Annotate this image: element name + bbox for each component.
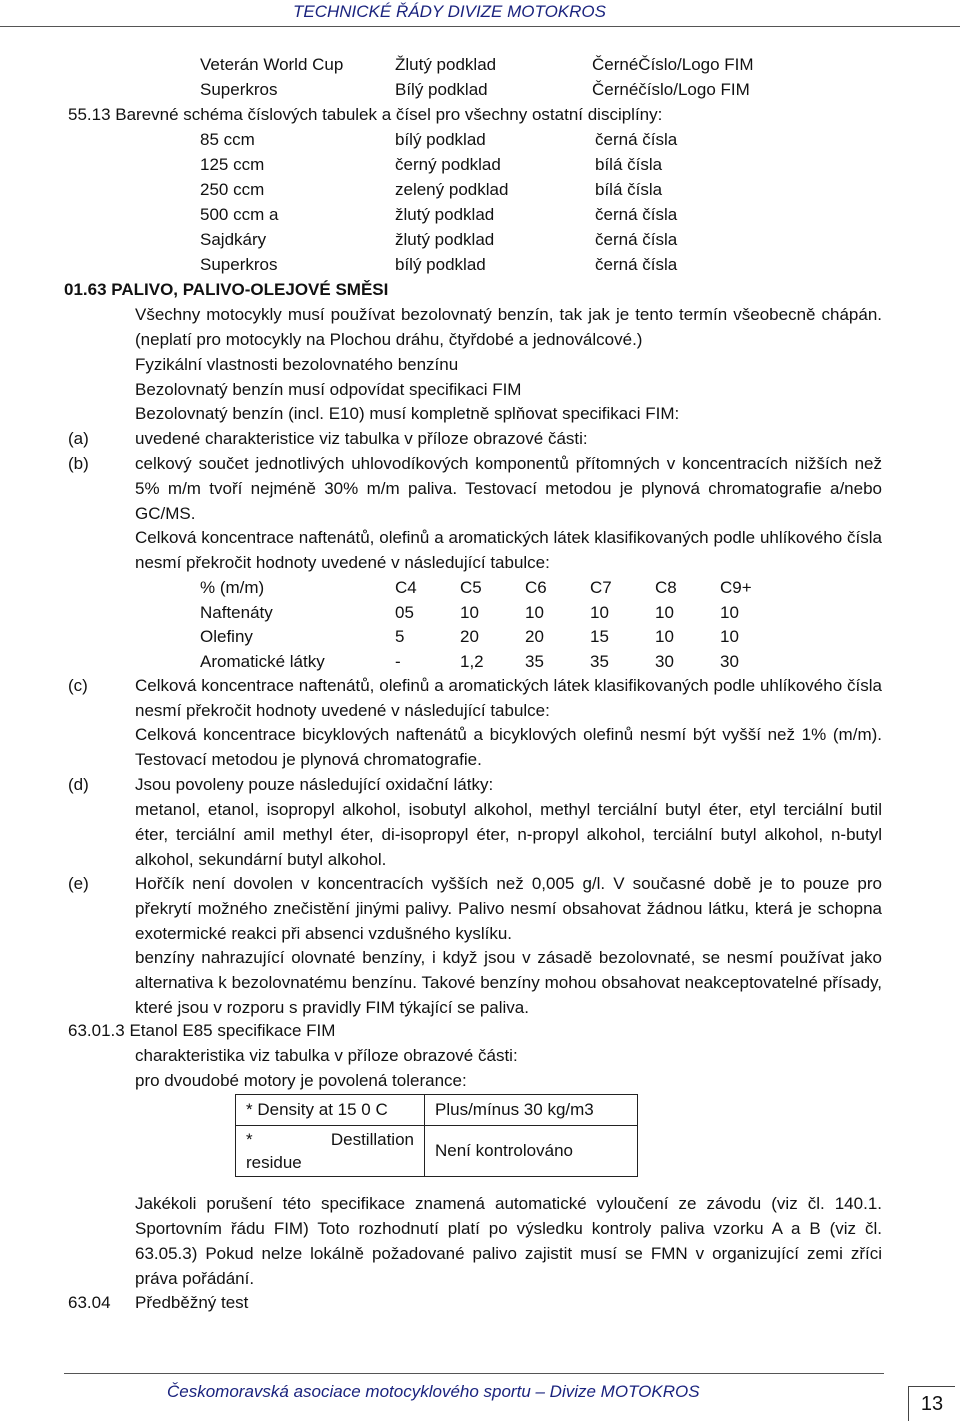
disc-c3: černá čísla [595,205,678,224]
carbon-cell: 10 [460,603,479,622]
disc-c2: bílý podklad [395,130,486,149]
disc-c3: černá čísla [595,255,678,274]
disc-c3: černá čísla [595,130,678,149]
e85-line: pro dvoudobé motory je povolená tolerance: [135,1071,467,1090]
carbon-cell: 5 [395,627,405,646]
page-number: 13 [908,1386,955,1421]
e85-line: charakteristika viz tabulka v příloze obrazové části: [135,1046,518,1065]
section-title-5513: 55.13 Barevné schéma číslových tabulek a čísel pro všechny ostatní disciplíny: [68,105,663,124]
item-label: (d) [68,775,89,794]
disc-c1: Sajdkáry [200,230,267,249]
disc-c1: 250 ccm [200,180,265,199]
row-c3: ČernéČíslo/Logo FIM [592,55,754,74]
carbon-cell: Olefiny [200,627,253,646]
item-text: Celková koncentrace naftenátů, olefinů a aromatických látek klasifikovaných podle uhlíkového čísla nesmí překročit hodnoty uvedené v následující tabulce: [135,528,882,572]
carbon-cell: 10 [590,603,609,622]
carbon-cell: 35 [590,652,609,671]
disc-c2: žlutý podklad [395,230,495,249]
section-title-630103: 63.01.3 Etanol E85 specifikace FIM [68,1021,336,1040]
carbon-cell: 30 [720,652,739,671]
carbon-cell: 30 [655,652,674,671]
spec-cell: * Density at 15 0 C [236,1095,425,1126]
table-row [236,1095,638,1126]
item-label: (c) [68,676,88,695]
carbon-header: C8 [655,578,677,597]
item-label: (b) [68,454,89,473]
carbon-cell: 20 [460,627,479,646]
carbon-header: % (m/m) [200,578,265,597]
carbon-cell: 1,2 [460,652,484,671]
carbon-cell: Aromatické látky [200,652,325,671]
carbon-cell: 10 [525,603,544,622]
item-text: celkový součet jednotlivých uhlovodíkových komponentů přítomných v koncentracích nižších než 5% m/m tvoří nejméně 30% m/m paliva. Testovací metodou je plynová chromatografie a/nebo GC/MS. [135,454,882,523]
spec-asterisk: * [246,1130,253,1149]
fuel-line: Fyzikální vlastnosti bezolovnatého benzínu [135,355,459,374]
carbon-cell: 10 [720,627,739,646]
carbon-header: C7 [590,578,612,597]
disc-c1: Superkros [200,255,278,274]
item-text: benzíny nahrazující olovnaté benzíny, i když jsou v zásadě bezolovnaté, se nesmí používat jako alternativa k bezolovnatému benzínu. Takové benzíny mohou obsahovat neakceptovatelné přísady, které jsou v rozporu s pravidly FIM týkající se paliva. [135,948,882,1017]
item-label: (e) [68,874,89,893]
disc-c1: 85 ccm [200,130,255,149]
carbon-cell: 35 [525,652,544,671]
page-header [0,0,960,27]
header-title: TECHNICKÉ ŘÁDY DIVIZE MOTOKROS [293,2,606,21]
carbon-cell: Naftenáty [200,603,273,622]
item-text: Jsou povoleny pouze následující oxidační látky: [135,775,494,794]
disc-c1: 500 ccm a [200,205,279,224]
carbon-header: C4 [395,578,417,597]
item-text: uvedené charakteristice viz tabulka v příloze obrazové části: [135,429,588,448]
fuel-line: Bezolovnatý benzín musí odpovídat specifikaci FIM [135,380,522,399]
row-c2: Žlutý podklad [395,55,497,74]
row-c1: Superkros [200,80,278,99]
section-title-6304: Předběžný test [135,1293,249,1312]
disc-c2: žlutý podklad [395,205,495,224]
disc-c2: bílý podklad [395,255,486,274]
fuel-line: Bezolovnatý benzín (incl. E10) musí kompletně splňovat specifikaci FIM: [135,404,680,423]
carbon-cell: 10 [655,627,674,646]
carbon-cell: - [395,652,401,671]
item-text: Celková koncentrace naftenátů, olefinů a aromatických látek klasifikovaných podle uhlíkového čísla nesmí překročit hodnoty uvedené v následující tabulce: [135,676,882,720]
row-c1: Veterán World Cup [200,55,344,74]
item-text: Hořčík není dovolen v koncentracích vyšších než 0,005 g/l. V současné době je to pouze pro překrytí možného znečistění jinými palivy. Palivo nesmí obsahovat žádnou látku, která je schopna exotermické reakci při absenci vzdušného kyslíku. [135,874,882,943]
carbon-header: C5 [460,578,482,597]
section-title-0163: 01.63 PALIVO, PALIVO-OLEJOVÉ SMĚSI [64,280,389,299]
carbon-cell: 10 [720,603,739,622]
fuel-paragraph: Všechny motocykly musí používat bezolovnatý benzín, tak jak je tento termín všeobecně chápán.(neplatí pro motocykly na Plochou dráhu, čtyřdobé a jednoválcové.) [135,305,882,349]
footer-text: Českomoravská asociace motocyklového sportu – Divize MOTOKROS [167,1382,700,1401]
e85-spec-table [235,1094,638,1177]
item-text: Celková koncentrace bicyklových naftenátů a bicyklových olefinů nesmí být vyšší než 1% (m/m). Testovací metodou je plynová chromatografie. [135,725,882,769]
disc-c1: 125 ccm [200,155,265,174]
spec-word: residue [246,1153,302,1172]
carbon-cell: 15 [590,627,609,646]
spec-cell-line [246,1128,414,1151]
carbon-cell: 10 [655,603,674,622]
spec-cell: Plus/mínus 30 kg/m3 [425,1095,638,1126]
item-text: metanol, etanol, isopropyl alkohol, isobutyl alkohol, methyl terciální butyl éter, etyl terciální butil éter, terciální amil methyl éter, di-isopropyl éter, n-propyl alkohol, terciální butyl alkohol, n-butyl alkohol, sekundární butyl alkohol. [135,800,882,869]
spec-cell [236,1126,425,1177]
table-row [236,1126,638,1177]
row-c2: Bílý podklad [395,80,488,99]
disc-c3: černá čísla [595,230,678,249]
item-label: (a) [68,429,89,448]
disc-c2: zelený podklad [395,180,509,199]
section-number-6304: 63.04 [68,1293,111,1312]
row-c3: Černéčíslo/Logo FIM [592,80,750,99]
e85-violation-paragraph: Jakékoli porušení této specifikace znamená automatické vyloučení ze závodu (viz čl. 140.1. Sportovním řádu FIM) Toto rozhodnutí platí po výsledku kontroly paliva vzorku A a B (viz čl. 63.05.3) Pokud nelze lokálně požadované palivo zajistit musí se FMN v organizující zemi zříci práva pořádání. [135,1194,882,1288]
disc-c3: bílá čísla [595,180,663,199]
carbon-header: C6 [525,578,547,597]
footer-rule [64,1373,884,1374]
spec-word: Destillation [330,1130,414,1149]
carbon-cell: 05 [395,603,414,622]
disc-c3: bílá čísla [595,155,663,174]
spec-cell: Není kontrolováno [425,1126,638,1177]
carbon-header: C9+ [720,578,752,597]
disc-c2: černý podklad [395,155,501,174]
carbon-cell: 20 [525,627,544,646]
